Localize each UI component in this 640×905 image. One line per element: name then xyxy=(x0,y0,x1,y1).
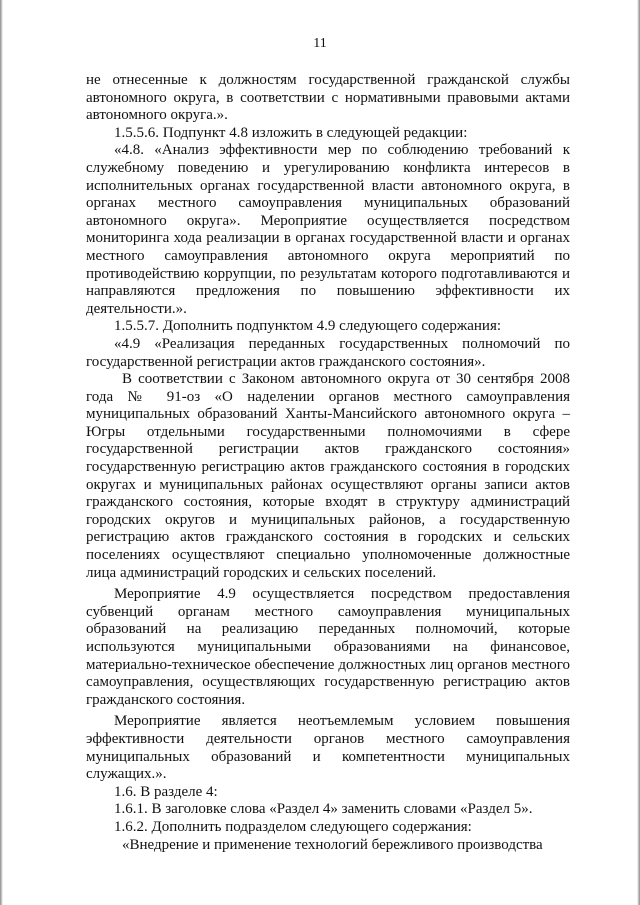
paragraph-continuation: не отнесенные к должностям государственной гражданской службы автономного округа, в соответствии с нормативными правовыми актами автономного округа.». xyxy=(86,72,570,124)
paragraph-law-reference: В соответствии с Законом автономного округа от 30 сентября 2008 года № 91-оз «О наделении органов местного самоуправления муниципальных образований Ханты-Мансийского автономного округа – Югры отдельными государственными полномочиями в сфере государственной регистрации актов гражданского состояния» государственную регистрацию актов гражданского состояния в городских округах и муниципальных районах осуществляют органы записи актов гражданского состояния, которые входят в структуру администраций городских округов и муниципальных районов, а государственную регистрацию актов гражданского состояния в городских и сельских поселениях осуществляют специально уполномоченные должностные лица администраций городских и сельских поселений. xyxy=(86,371,570,581)
paragraph-subitem-4-9: «4.9 «Реализация переданных государственных полномочий по государственной регистрации актов гражданского состояния». xyxy=(86,335,570,370)
paragraph-item-1-6: 1.6. В разделе 4: xyxy=(114,783,218,800)
paragraph-measure-4-9: Мероприятие 4.9 осуществляется посредством предоставления субвенций органам местного самоуправления муниципальных образований на реализацию переданных полномочий, которые используются муниципальными образованиями на финансовое, материально-техническое обеспечение должностных лиц органов местного самоуправления, осуществляющих государственную регистрацию актов гражданского состояния. xyxy=(86,586,570,708)
paragraph-measure-condition: Мероприятие является неотъемлемым условием повышения эффективности деятельности органов местного самоуправления муниципальных образований и компетентности муниципальных служащих.». xyxy=(86,713,570,783)
paragraph-item-1-6-1: 1.6.1. В заголовке слова «Раздел 4» заменить словами «Раздел 5». xyxy=(114,801,533,818)
paragraph-item-1-5-5-7: 1.5.5.7. Дополнить подпунктом 4.9 следующего содержания: xyxy=(114,318,502,335)
page-number: 11 xyxy=(313,36,327,51)
document-body xyxy=(86,72,570,854)
paragraph-subitem-4-8: «4.8. «Анализ эффективности мер по соблюдению требований к служебному поведению и урегулированию конфликта интересов в исполнительных органах государственной власти автономного округа, в органах местного самоуправления муниципальных образований автономного округа». Мероприятие осуществляется посредством мониторинга хода реализации в органах государственной власти и органах местного самоуправления автономного округа мероприятий по противодействию коррупции, по результатам которого подготавливаются и направляются предложения по повышению эффективности их деятельности.». xyxy=(86,142,570,317)
paragraph-new-subsection-title: «Внедрение и применение технологий бережливого производства xyxy=(122,836,543,853)
scan-edge-left xyxy=(0,0,3,905)
paragraph-item-1-6-2: 1.6.2. Дополнить подразделом следующего содержания: xyxy=(114,818,472,835)
paragraph-item-1-5-5-6: 1.5.5.6. Подпункт 4.8 изложить в следующей редакции: xyxy=(114,124,468,141)
